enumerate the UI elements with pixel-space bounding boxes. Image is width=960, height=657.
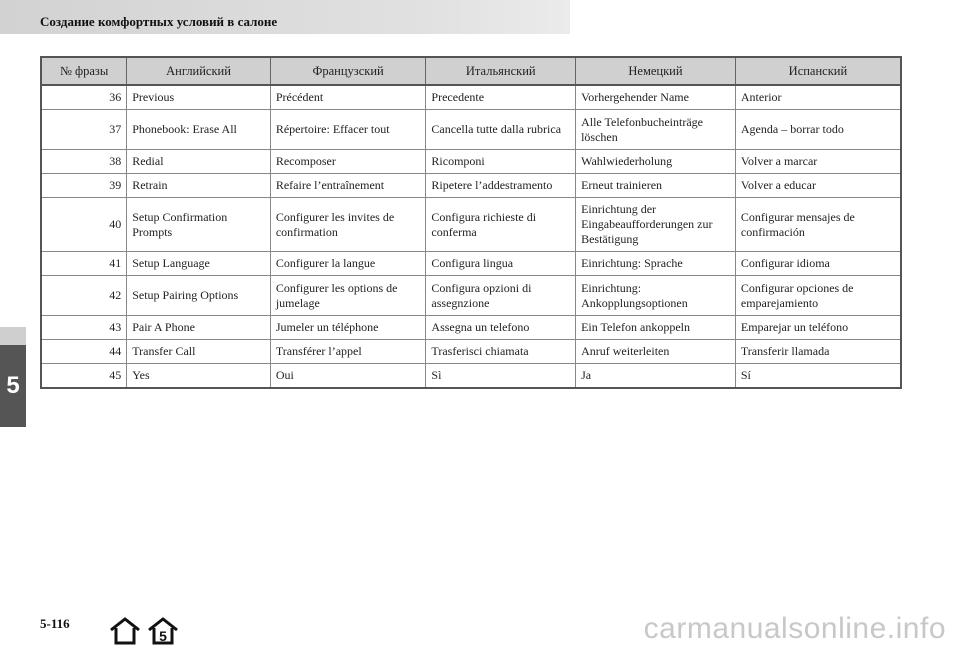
table-row <box>41 174 901 198</box>
italian-cell: Configura opzioni di assegnzione <box>426 276 576 316</box>
french-cell: Recomposer <box>270 150 426 174</box>
phrase-number-cell: 36 <box>41 85 127 110</box>
chapter-5-icon <box>146 616 180 646</box>
french-cell: Configurer les options de jumelage <box>270 276 426 316</box>
italian-cell: Sì <box>426 364 576 389</box>
phrase-number-cell: 43 <box>41 316 127 340</box>
german-cell: Anruf weiterleiten <box>576 340 736 364</box>
column-header-german: Немецкий <box>576 57 736 85</box>
footer-icons <box>108 616 180 646</box>
french-cell: Configurer les invites de confirmation <box>270 198 426 252</box>
phrase-number-cell: 42 <box>41 276 127 316</box>
table-row <box>41 150 901 174</box>
italian-cell: Assegna un telefono <box>426 316 576 340</box>
table-row <box>41 340 901 364</box>
table-row <box>41 364 901 389</box>
spanish-cell: Emparejar un teléfono <box>735 316 901 340</box>
phrase-table <box>40 56 902 389</box>
table-row <box>41 110 901 150</box>
english-cell: Phonebook: Erase All <box>127 110 271 150</box>
chapter-icon-label: 5 <box>159 628 167 644</box>
column-header-french: Французский <box>270 57 426 85</box>
english-cell: Redial <box>127 150 271 174</box>
spanish-cell: Agenda – borrar todo <box>735 110 901 150</box>
french-cell: Répertoire: Effacer tout <box>270 110 426 150</box>
french-cell: Précédent <box>270 85 426 110</box>
german-cell: Wahlwiederholung <box>576 150 736 174</box>
spanish-cell: Configurar mensajes de confirmación <box>735 198 901 252</box>
italian-cell: Configura lingua <box>426 252 576 276</box>
german-cell: Einrichtung: Ankopplungsoptionen <box>576 276 736 316</box>
spanish-cell: Configurar opciones de emparejamiento <box>735 276 901 316</box>
table-header-row <box>41 57 901 85</box>
phrase-number-cell: 38 <box>41 150 127 174</box>
french-cell: Configurer la langue <box>270 252 426 276</box>
column-header-phrase-number: № фразы <box>41 57 127 85</box>
phrase-number-cell: 45 <box>41 364 127 389</box>
phrase-number-cell: 44 <box>41 340 127 364</box>
german-cell: Alle Telefonbucheinträge löschen <box>576 110 736 150</box>
german-cell: Ja <box>576 364 736 389</box>
french-cell: Oui <box>270 364 426 389</box>
german-cell: Vorhergehender Name <box>576 85 736 110</box>
page-title: Создание комфортных условий в салоне <box>40 14 278 29</box>
english-cell: Setup Pairing Options <box>127 276 271 316</box>
german-cell: Erneut trainieren <box>576 174 736 198</box>
home-icon <box>108 616 142 646</box>
italian-cell: Configura richieste di conferma <box>426 198 576 252</box>
italian-cell: Cancella tutte dalla rubrica <box>426 110 576 150</box>
german-cell: Einrichtung: Sprache <box>576 252 736 276</box>
german-cell: Ein Telefon ankoppeln <box>576 316 736 340</box>
english-cell: Setup Confirmation Prompts <box>127 198 271 252</box>
column-header-italian: Итальянский <box>426 57 576 85</box>
table-row <box>41 316 901 340</box>
watermark: carmanualsonline.info <box>643 612 946 645</box>
column-header-english: Английский <box>127 57 271 85</box>
table-row <box>41 85 901 110</box>
table-row <box>41 198 901 252</box>
phrase-number-cell: 40 <box>41 198 127 252</box>
table-row <box>41 276 901 316</box>
spanish-cell: Anterior <box>735 85 901 110</box>
page-number: 5-116 <box>40 616 70 631</box>
german-cell: Einrichtung der Eingabeaufforderungen zur Bestätigung <box>576 198 736 252</box>
spanish-cell: Volver a educar <box>735 174 901 198</box>
english-cell: Yes <box>127 364 271 389</box>
italian-cell: Ripetere l’addestramento <box>426 174 576 198</box>
english-cell: Previous <box>127 85 271 110</box>
english-cell: Setup Language <box>127 252 271 276</box>
table-row <box>41 252 901 276</box>
french-cell: Refaire l’entraînement <box>270 174 426 198</box>
column-header-spanish: Испанский <box>735 57 901 85</box>
phrase-number-cell: 37 <box>41 110 127 150</box>
french-cell: Transférer l’appel <box>270 340 426 364</box>
spanish-cell: Sí <box>735 364 901 389</box>
english-cell: Transfer Call <box>127 340 271 364</box>
phrase-number-cell: 41 <box>41 252 127 276</box>
italian-cell: Precedente <box>426 85 576 110</box>
spanish-cell: Volver a marcar <box>735 150 901 174</box>
english-cell: Pair A Phone <box>127 316 271 340</box>
spanish-cell: Transferir llamada <box>735 340 901 364</box>
italian-cell: Ricomponi <box>426 150 576 174</box>
spanish-cell: Configurar idioma <box>735 252 901 276</box>
english-cell: Retrain <box>127 174 271 198</box>
phrase-number-cell: 39 <box>41 174 127 198</box>
italian-cell: Trasferisci chiamata <box>426 340 576 364</box>
chapter-tab: 5 <box>0 345 26 427</box>
french-cell: Jumeler un téléphone <box>270 316 426 340</box>
